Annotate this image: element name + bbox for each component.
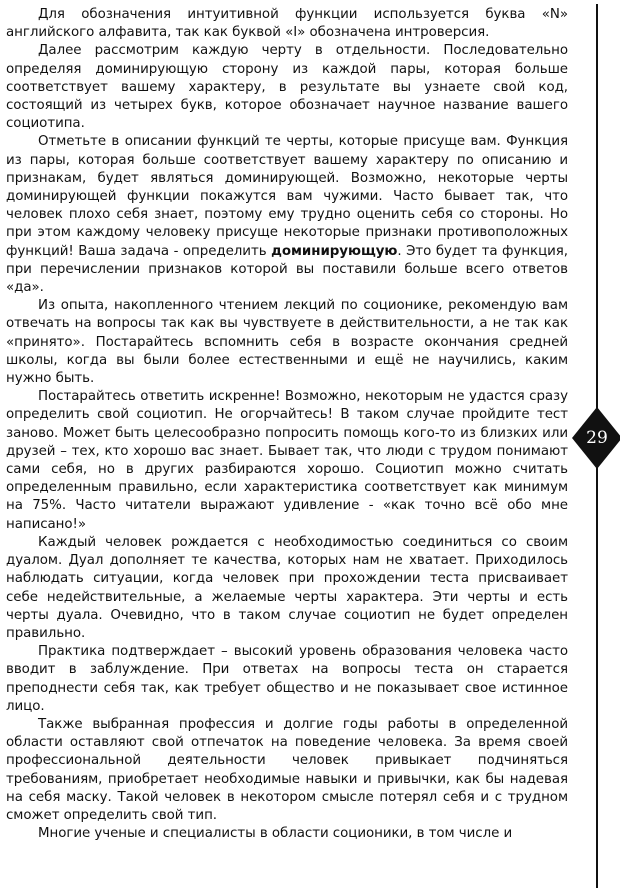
paragraph-dual: Каждый человек рождается с необходимостью соединиться со своим дуалом. Дуал дополняет те качества, которых нам не хватает. Приходилось наблюдать ситуации, когда человек при прохождении теста присваивает себе недействительные, а желаемые черты характера. Эти черты и есть черты дуала. Очевидно, что в таком случае социотип не будет определен правильно. bbox=[6, 534, 568, 641]
paragraph-mark-traits-end: . Это будет та функция, при перечислении признаков которой вы поставили больше всего ответов «да». bbox=[6, 243, 568, 296]
page-body bbox=[6, 6, 568, 843]
page-number: 29 bbox=[586, 428, 608, 448]
emphasis-dominant: доминирующую bbox=[271, 243, 398, 259]
paragraph-scientists: Многие ученые и специалисты в области соционики, в том числе и bbox=[38, 826, 513, 842]
paragraph-mark-traits bbox=[6, 133, 568, 297]
page-number-badge bbox=[572, 407, 620, 469]
paragraph-lecture-experience: Из опыта, накопленного чтением лекций по соционике, рекомендую вам отвечать на вопросы так как вы чувствуете в действительности, а не так как «принято». Постарайтесь вспомнить себя в возрасте окончания средней школы, когда вы были более естественными и ещё не научились, каким нужно быть. bbox=[6, 298, 568, 387]
paragraph-code-explanation: Далее рассмотрим каждую черту в отдельности. Последовательно определяя доминирующую сторону из каждой пары, которая больше соответствует вашему характеру, в результате вы узнаете свой код, состоящий из четырех букв, которое обозначает научное название вашего социотипа. bbox=[6, 43, 568, 132]
paragraph-profession: Также выбранная профессия и долгие годы работы в определенной области оставляют свой отпечаток на поведение человека. За время своей профессиональной деятельности человек привыкает подчиняться требованиям, приобретает необходимые навыки и привычки, как бы надевая на себя маску. Такой человек в некотором смысле потерял себя и с трудном сможет определить свой тип. bbox=[6, 716, 568, 823]
paragraph-answer-sincerely: Постарайтесь ответить искренне! Возможно, некоторым не удастся сразу определить свой социотип. Не огорчайтесь! В таком случае пройдите тест заново. Может быть целесообразно попросить помощь кого-то из близких или друзей – тех, кто хорошо вас знает. Бывает так, что люди с трудом понимают сами себя, но в других разбираются хорошо. Социотип можно считать определенным правильно, если характеристика соответствует как минимум на 75%. Часто читатели выражают удивление - «как точно всё обо мне написано!» bbox=[6, 389, 568, 532]
paragraph-mark-traits-start: Отметьте в описании функций те черты, которые присуще вам. Функция из пары, которая больше соответствует вашему характеру по описанию и признакам, будет являться доминирующей. Возможно, некоторые черты доминирующей функции покажутся вам чужими. Часто бывает так, что человек плохо себя знает, поэтому ему трудно оценить себя со стороны. Но при этом каждому человеку присуще некоторые признаки противоположных функций! Ваша задача - определить bbox=[6, 134, 568, 259]
paragraph-intuitive-letter: Для обозначения интуитивной функции используется буква «N» английского алфавита, так как буквой «I» обозначена интроверсия. bbox=[6, 7, 568, 41]
paragraph-education: Практика подтверждает – высокий уровень образования человека часто вводит в заблуждение. При ответах на вопросы теста он старается преподнести себя так, как требует общество и не показывает свое истинное лицо. bbox=[6, 644, 568, 714]
